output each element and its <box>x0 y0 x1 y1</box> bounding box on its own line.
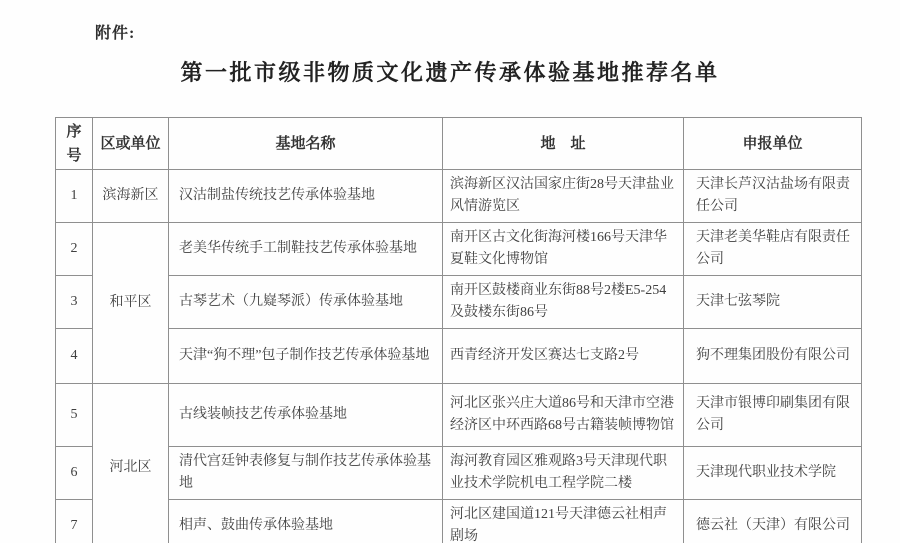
row-seq: 5 <box>56 384 93 447</box>
base-address: 河北区张兴庄大道86号和天津市空港经济区中环西路68号古籍装帧博物馆 <box>443 384 684 447</box>
base-name: 相声、鼓曲传承体验基地 <box>169 500 443 543</box>
applicant: 天津市银博印刷集团有限公司 <box>684 384 862 447</box>
applicant: 狗不理集团股份有限公司 <box>684 329 862 384</box>
base-address: 南开区鼓楼商业东街88号2楼E5-254及鼓楼东街86号 <box>443 276 684 329</box>
heritage-base-table <box>55 117 862 543</box>
row-seq: 4 <box>56 329 93 384</box>
table-row <box>56 500 862 543</box>
page-title: 第一批市级非物质文化遗产传承体验基地推荐名单 <box>180 60 720 85</box>
base-address: 南开区古文化街海河楼166号天津华夏鞋文化博物馆 <box>443 223 684 276</box>
table-row <box>56 223 862 276</box>
row-seq: 6 <box>56 447 93 500</box>
base-name: 天津“狗不理”包子制作技艺传承体验基地 <box>169 329 443 384</box>
applicant: 天津老美华鞋店有限责任公司 <box>684 223 862 276</box>
base-address: 滨海新区汉沽国家庄街28号天津盐业风情游览区 <box>443 170 684 223</box>
row-seq: 3 <box>56 276 93 329</box>
applicant: 德云社（天津）有限公司 <box>684 500 862 543</box>
table-row <box>56 447 862 500</box>
applicant: 天津长芦汉沽盐场有限责任公司 <box>684 170 862 223</box>
base-address: 海河教育园区雅观路3号天津现代职业技术学院机电工程学院二楼 <box>443 447 684 500</box>
row-seq: 7 <box>56 500 93 543</box>
base-name: 汉沽制盐传统技艺传承体验基地 <box>169 170 443 223</box>
row-seq: 2 <box>56 223 93 276</box>
base-name: 古琴艺术（九嶷琴派）传承体验基地 <box>169 276 443 329</box>
base-name: 清代宫廷钟表修复与制作技艺传承体验基地 <box>169 447 443 500</box>
table-row <box>56 170 862 223</box>
table-row <box>56 384 862 447</box>
attachment-label: 附件: <box>95 25 136 42</box>
base-name: 古线装帧技艺传承体验基地 <box>169 384 443 447</box>
table-row <box>56 329 862 384</box>
base-address: 河北区建国道121号天津德云社相声剧场 <box>443 500 684 543</box>
header-base-name: 基地名称 <box>169 118 443 170</box>
row-seq: 1 <box>56 170 93 223</box>
table-header-row <box>56 118 862 170</box>
table-row <box>56 276 862 329</box>
header-seq: 序号 <box>56 118 93 170</box>
base-name: 老美华传统手工制鞋技艺传承体验基地 <box>169 223 443 276</box>
header-district: 区或单位 <box>93 118 169 170</box>
header-address: 地 址 <box>443 118 684 170</box>
base-address: 西青经济开发区赛达七支路2号 <box>443 329 684 384</box>
district-cell-heping: 和平区 <box>93 223 169 384</box>
applicant: 天津七弦琴院 <box>684 276 862 329</box>
district-cell-binhai: 滨海新区 <box>93 170 169 223</box>
header-applicant: 申报单位 <box>684 118 862 170</box>
applicant: 天津现代职业技术学院 <box>684 447 862 500</box>
district-cell-hebei: 河北区 <box>93 384 169 543</box>
